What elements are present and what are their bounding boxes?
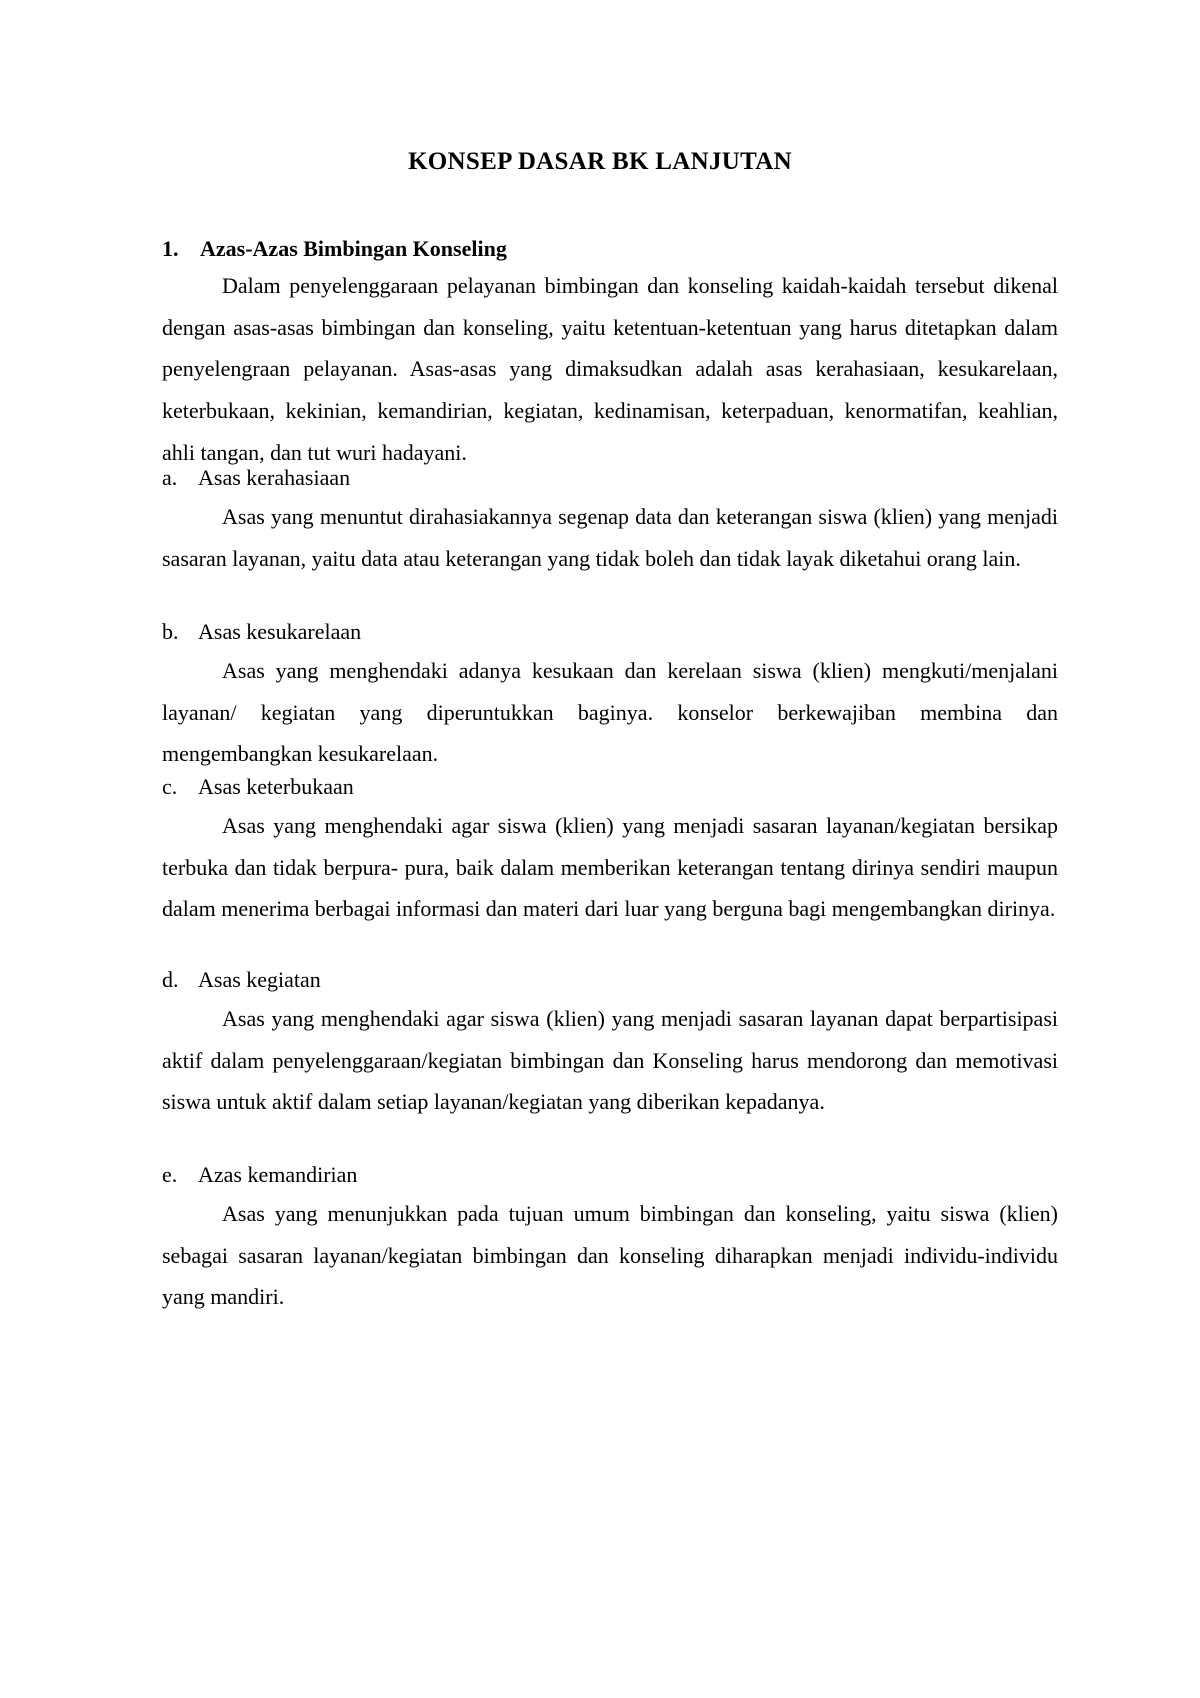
list-item-letter: d.	[162, 967, 179, 992]
list-item-heading	[162, 772, 354, 802]
list-item-letter: b.	[162, 619, 179, 644]
list-item-letter: c.	[162, 774, 178, 799]
section-intro-paragraph: Dalam penyelenggaraan pelayanan bimbingan dan konseling kaidah-kaidah tersebut dikenal dengan asas-asas bimbingan dan konseling, yaitu ketentuan-ketentuan yang harus ditetapkan dalam penyelengraan pelayanan. Asas-asas yang dimaksudkan adalah asas kerahasiaan, kesukarelaan, keterbukaan, kekinian, kemandirian, kegiatan, kedinamisan, keterpaduan, kenormatifan, keahlian, ahli tangan, dan tut wuri hadayani.	[162, 273, 1058, 465]
list-item-heading	[162, 463, 350, 493]
document-title: KONSEP DASAR BK LANJUTAN	[408, 148, 792, 175]
list-item-heading	[162, 617, 361, 647]
list-item-body: Asas yang menghendaki adanya kesukaan dan kerelaan siswa (klien) mengkuti/menjalani layanan/ kegiatan yang diperuntukkan baginya. konselor berkewajiban membina dan mengembangkan kesukarelaan.	[162, 658, 1058, 767]
list-item-body: Asas yang menuntut dirahasiakannya segenap data dan keterangan siswa (klien) yang menjadi sasaran layanan, yaitu data atau keterangan yang tidak boleh dan tidak layak diketahui orang lain.	[162, 504, 1058, 571]
section-heading	[162, 236, 507, 262]
list-item-title: Asas keterbukaan	[198, 774, 354, 799]
list-item-body: Asas yang menunjukkan pada tujuan umum bimbingan dan konseling, yaitu siswa (klien) sebagai sasaran layanan/kegiatan bimbingan dan konseling diharapkan menjadi individu-individu yang mandiri.	[162, 1201, 1058, 1310]
list-item-body: Asas yang menghendaki agar siswa (klien) yang menjadi sasaran layanan/kegiatan bersikap terbuka dan tidak berpura- pura, baik dalam memberikan keterangan tentang dirinya sendiri maupun dalam menerima berbagai informasi dan materi dari luar yang berguna bagi mengembangkan dirinya.	[162, 813, 1058, 922]
list-item-title: Azas kemandirian	[198, 1162, 358, 1187]
list-item-body: Asas yang menghendaki agar siswa (klien) yang menjadi sasaran layanan dapat berpartisipasi aktif dalam penyelenggaraan/kegiatan bimbingan dan Konseling harus mendorong dan memotivasi siswa untuk aktif dalam setiap layanan/kegiatan yang diberikan kepadanya.	[162, 1006, 1058, 1115]
list-item-heading	[162, 1160, 357, 1190]
list-item-title: Asas kesukarelaan	[198, 619, 362, 644]
list-item-title: Asas kerahasiaan	[198, 465, 351, 490]
list-item-heading	[162, 965, 321, 995]
section-number: 1.	[162, 236, 179, 261]
list-item-letter: a.	[162, 465, 178, 490]
section-heading-text: Azas-Azas Bimbingan Konseling	[200, 236, 507, 261]
list-item-title: Asas kegiatan	[198, 967, 321, 992]
list-item-letter: e.	[162, 1162, 178, 1187]
